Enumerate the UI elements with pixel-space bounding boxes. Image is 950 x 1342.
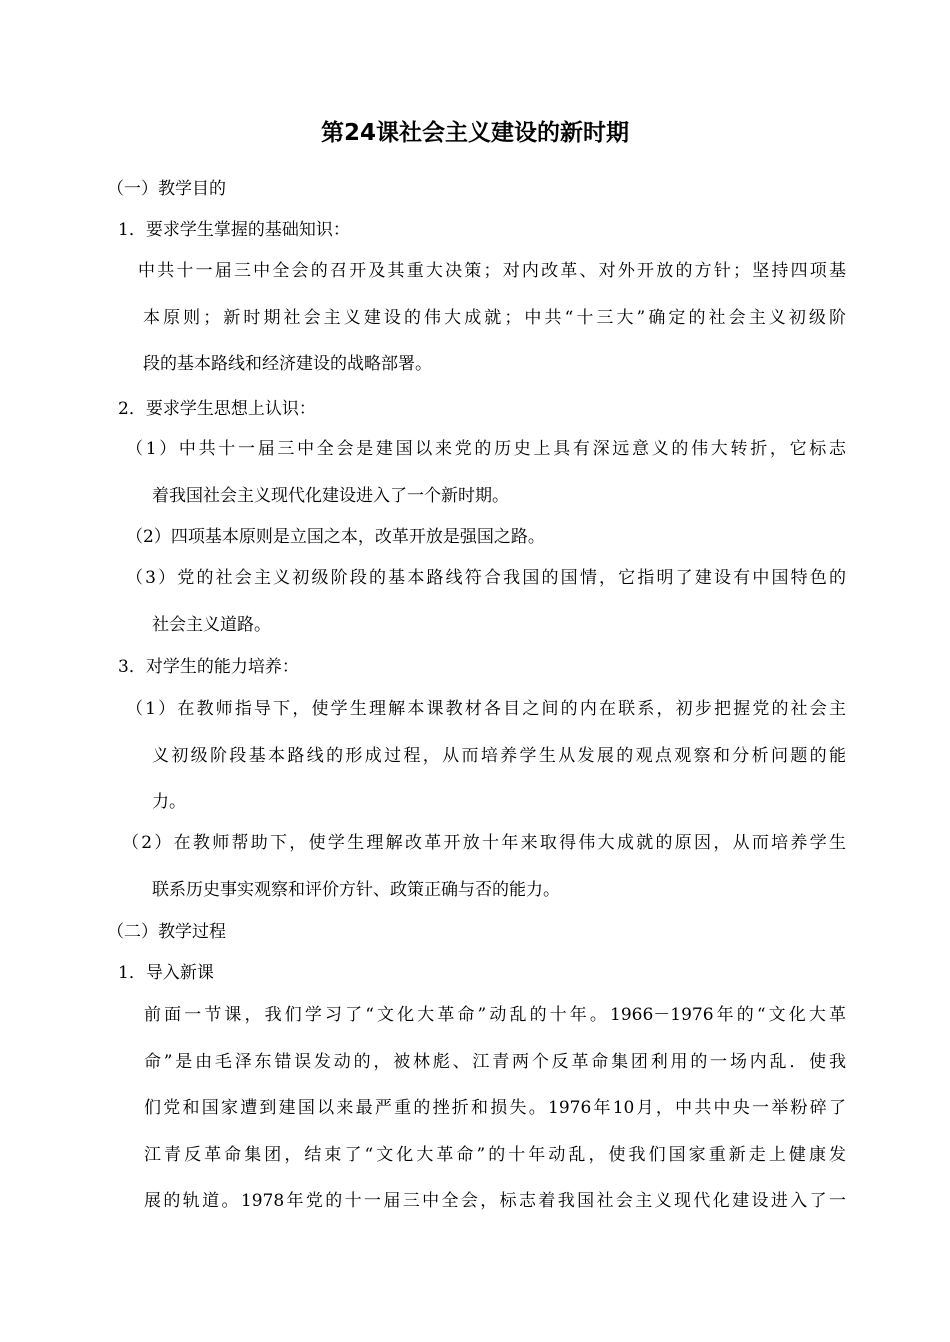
item-label-1-3: 3．对学生的能力培养： (118, 657, 299, 677)
text-line: 联系历史事实观察和评价方针、政策正确与否的能力。 (152, 879, 560, 900)
paragraph-ability-1 (126, 694, 846, 817)
text-line: 展的轨道。1978年党的十一届三中全会，标志着我国社会主义现代化建设进入了一 (144, 1191, 846, 1211)
paragraph-understanding-1 (126, 434, 846, 511)
item-label-1-2: 2．要求学生思想上认识： (118, 399, 316, 419)
text-line: 本原则；新时期社会主义建设的伟大成就；中共“十三大”确定的社会主义初级阶 (143, 307, 846, 328)
item-label-2-1: 1．导入新课 (118, 963, 214, 983)
text-line: 前面一节课，我们学习了“文化大革命”动乱的十年。1966－1976年的“文化大革 (144, 1005, 846, 1025)
item-label-1-1: 1．要求学生掌握的基础知识： (118, 220, 350, 240)
text-line: （1）在教师指导下，使学生理解本课教材各目之间的内在联系，初步把握党的社会主 (126, 699, 846, 719)
paragraph-understanding-3 (126, 563, 846, 640)
paragraph-understanding-2 (126, 522, 545, 552)
text-line: 江青反革命集团，结束了“文化大革命”的十年动乱，使我们国家重新走上健康发 (144, 1144, 846, 1165)
paragraph-basic-knowledge (138, 256, 846, 379)
text-line: 社会主义道路。 (152, 614, 271, 635)
section-heading-1: （一）教学目的 (107, 179, 226, 199)
section-heading-2: （二）教学过程 (107, 922, 226, 942)
text-line: 中共十一届三中全会的召开及其重大决策；对内改革、对外开放的方针；坚持四项基 (138, 261, 846, 281)
text-line: 力。 (152, 792, 186, 812)
text-line: 义初级阶段基本路线的形成过程，从而培养学生从发展的观点观察和分析问题的能 (152, 745, 846, 766)
text-line: 命”是由毛泽东错误发动的，被林彪、江青两个反革命集团利用的一场内乱．使我 (144, 1051, 846, 1072)
paragraph-introduction (144, 1000, 846, 1216)
text-line: 着我国社会主义现代化建设进入了一个新时期。 (152, 485, 509, 506)
text-line: 段的基本路线和经济建设的战略部署。 (143, 354, 432, 374)
text-line: （3）党的社会主义初级阶段的基本路线符合我国的国情，它指明了建设有中国特色的 (126, 568, 846, 588)
page-title: 第24课社会主义建设的新时期 (320, 120, 629, 146)
text-line: （2）四项基本原则是立国之本，改革开放是强国之路。 (126, 527, 545, 547)
paragraph-ability-2 (122, 828, 846, 905)
text-line: 们党和国家遭到建国以来最严重的挫折和损失。1976年10月，中共中央一举粉碎了 (144, 1098, 846, 1118)
text-line: （2）在教师帮助下，使学生理解改革开放十年来取得伟大成就的原因，从而培养学生 (122, 833, 846, 853)
text-line: （1）中共十一届三中全会是建国以来党的历史上具有深远意义的伟大转折，它标志 (126, 439, 846, 459)
